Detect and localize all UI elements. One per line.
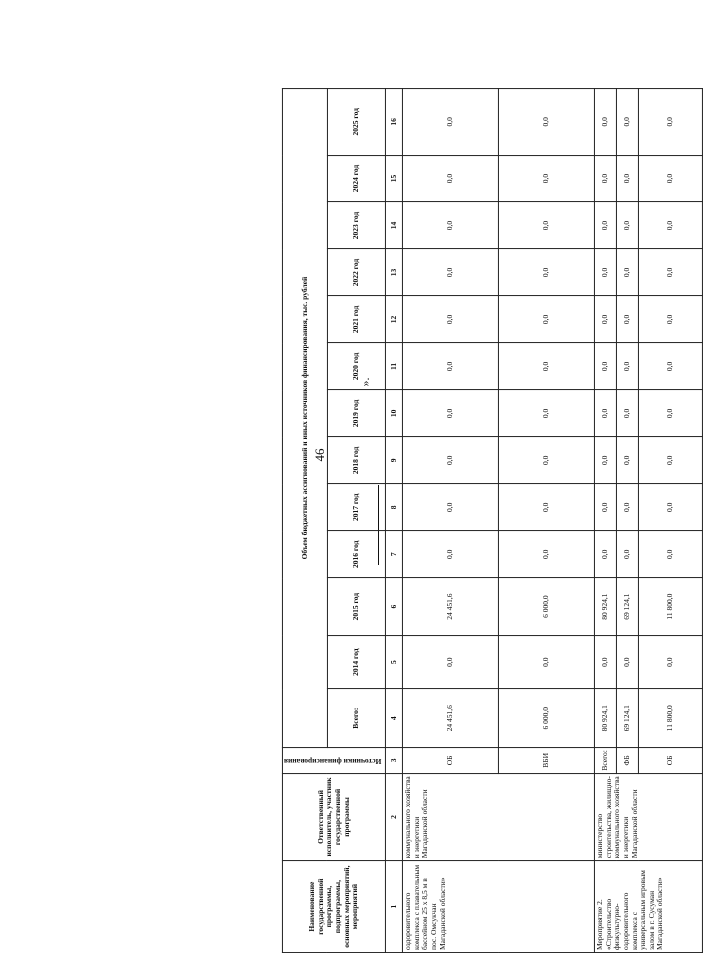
cell-source: ФБ: [617, 748, 639, 774]
cell-value: 0,0: [617, 484, 639, 531]
cell-value: 0,0: [403, 155, 499, 202]
column-number: 5: [386, 635, 403, 688]
cell-value: 0,0: [595, 296, 617, 343]
column-number: 10: [386, 390, 403, 437]
header-year: 2018 год: [327, 437, 385, 484]
cell-name: оздоровительного комплекса с плавательным бассейном 25 х 8,5 м в пос. Омсукчан Магаданской области»: [403, 861, 595, 953]
header-year: 2025 год: [327, 89, 385, 156]
cell-value: 11 800,0: [639, 578, 703, 636]
cell-value: 0,0: [617, 155, 639, 202]
cell-value: 69 124,1: [617, 578, 639, 636]
cell-value: 0,0: [595, 390, 617, 437]
header-source-label: Источники финансирования: [283, 756, 382, 766]
cell-value: 0,0: [617, 249, 639, 296]
column-number: 2: [386, 773, 403, 861]
column-number: 12: [386, 296, 403, 343]
cell-value: 0,0: [639, 635, 703, 688]
header-year: 2017 год: [327, 484, 385, 531]
cell-value: 24 451,6: [403, 578, 499, 636]
cell-value: 0,0: [617, 635, 639, 688]
header-year: 2023 год: [327, 202, 385, 249]
cell-value: 0,0: [595, 89, 617, 156]
cell-responsible: министерство строительства, жилищно-коммунального хозяйства и энергетики Магаданской области: [595, 773, 703, 861]
column-number: 6: [386, 578, 403, 636]
cell-value: 0,0: [617, 390, 639, 437]
cell-value: 0,0: [403, 296, 499, 343]
column-number: 3: [386, 748, 403, 774]
cell-value: 0,0: [595, 343, 617, 390]
column-number: 11: [386, 343, 403, 390]
cell-value: 0,0: [639, 202, 703, 249]
header-source: [282, 748, 385, 774]
cell-value: 0,0: [617, 202, 639, 249]
header-year: 2015 год: [327, 578, 385, 636]
cell-value: 0,0: [595, 484, 617, 531]
cell-value: 0,0: [617, 343, 639, 390]
header-responsible: Ответственный исполнитель, участник государственной программы: [282, 773, 385, 861]
header-year: 2024 год: [327, 155, 385, 202]
column-number: 7: [386, 531, 403, 578]
cell-value: 0,0: [403, 343, 499, 390]
column-number: 15: [386, 155, 403, 202]
cell-value: 0,0: [595, 437, 617, 484]
cell-value: 0,0: [403, 249, 499, 296]
cell-value: 0,0: [639, 89, 703, 156]
cell-value: 0,0: [499, 437, 595, 484]
cell-value: 0,0: [617, 531, 639, 578]
cell-value: 0,0: [617, 89, 639, 156]
cell-value: 0,0: [499, 155, 595, 202]
cell-value: 0,0: [499, 249, 595, 296]
cell-total: 24 451,6: [403, 689, 499, 748]
header-name: Наименование государственной программы, подпрограммы, основных мероприятий, мероприятий: [282, 861, 385, 953]
cell-value: 0,0: [499, 296, 595, 343]
cell-value: 0,0: [639, 249, 703, 296]
cell-value: 0,0: [499, 531, 595, 578]
cell-value: 0,0: [403, 635, 499, 688]
cell-value: 0,0: [595, 635, 617, 688]
cell-value: 0,0: [639, 390, 703, 437]
cell-total: 69 124,1: [617, 689, 639, 748]
header-year: 2016 год: [327, 531, 385, 578]
financing-table: [282, 88, 703, 953]
cell-value: 0,0: [639, 484, 703, 531]
cell-value: 0,0: [617, 296, 639, 343]
cell-value: 0,0: [595, 155, 617, 202]
page-number: 46: [312, 448, 327, 462]
cell-value: 0,0: [499, 635, 595, 688]
cell-value: 0,0: [403, 89, 499, 156]
table-row: [403, 89, 499, 953]
cell-value: 0,0: [617, 437, 639, 484]
cell-source: ВБИ: [499, 748, 595, 774]
cell-responsible: коммунального хозяйства и энергетики Магаданской области: [403, 773, 595, 861]
cell-source: ОБ: [639, 748, 703, 774]
column-number: 8: [386, 484, 403, 531]
cell-value: 0,0: [639, 296, 703, 343]
cell-value: 0,0: [639, 437, 703, 484]
cell-value: 0,0: [595, 202, 617, 249]
cell-name: Мероприятие 2. «Строительство физкультурно-оздоровительного комплекса с универсальным игровым залом в г. Сусуман Магаданской области»: [595, 861, 703, 953]
cell-value: 0,0: [499, 484, 595, 531]
column-number: 16: [386, 89, 403, 156]
cell-source: ОБ: [403, 748, 499, 774]
cell-value: 0,0: [403, 202, 499, 249]
header-year: 2020 год: [327, 343, 385, 390]
header-year: 2019 год: [327, 390, 385, 437]
cell-value: 0,0: [403, 437, 499, 484]
cell-value: 0,0: [595, 531, 617, 578]
column-number-row: [386, 89, 403, 953]
cell-total: 80 924,1: [595, 689, 617, 748]
table-wrapper: [60, 20, 675, 951]
column-number: 4: [386, 689, 403, 748]
cell-source: Всего:: [595, 748, 617, 774]
cell-value: 0,0: [595, 249, 617, 296]
column-number: 14: [386, 202, 403, 249]
header-financing-group: Объем бюджетных ассигнований и иных источников финансирования, тыс. рублей: [282, 89, 327, 748]
header-year: 2021 год: [327, 296, 385, 343]
header-total: Всего:: [327, 689, 385, 748]
closing-mark: ».: [358, 377, 372, 387]
cell-total: 11 800,0: [639, 689, 703, 748]
cell-value: 0,0: [499, 202, 595, 249]
header-year: 2014 год: [327, 635, 385, 688]
column-number: 9: [386, 437, 403, 484]
cell-value: 0,0: [499, 89, 595, 156]
cell-value: 0,0: [499, 390, 595, 437]
cell-total: 6 000,0: [499, 689, 595, 748]
cell-value: 0,0: [403, 484, 499, 531]
column-number: 13: [386, 249, 403, 296]
table-row: [595, 89, 617, 953]
cell-value: 6 000,0: [499, 578, 595, 636]
cell-value: 0,0: [403, 531, 499, 578]
column-number: 1: [386, 861, 403, 953]
cell-value: 0,0: [499, 343, 595, 390]
cell-value: 0,0: [403, 390, 499, 437]
cell-value: 0,0: [639, 531, 703, 578]
cell-value: 80 924,1: [595, 578, 617, 636]
cell-value: 0,0: [639, 343, 703, 390]
cell-value: 0,0: [639, 155, 703, 202]
header-year: 2022 год: [327, 249, 385, 296]
